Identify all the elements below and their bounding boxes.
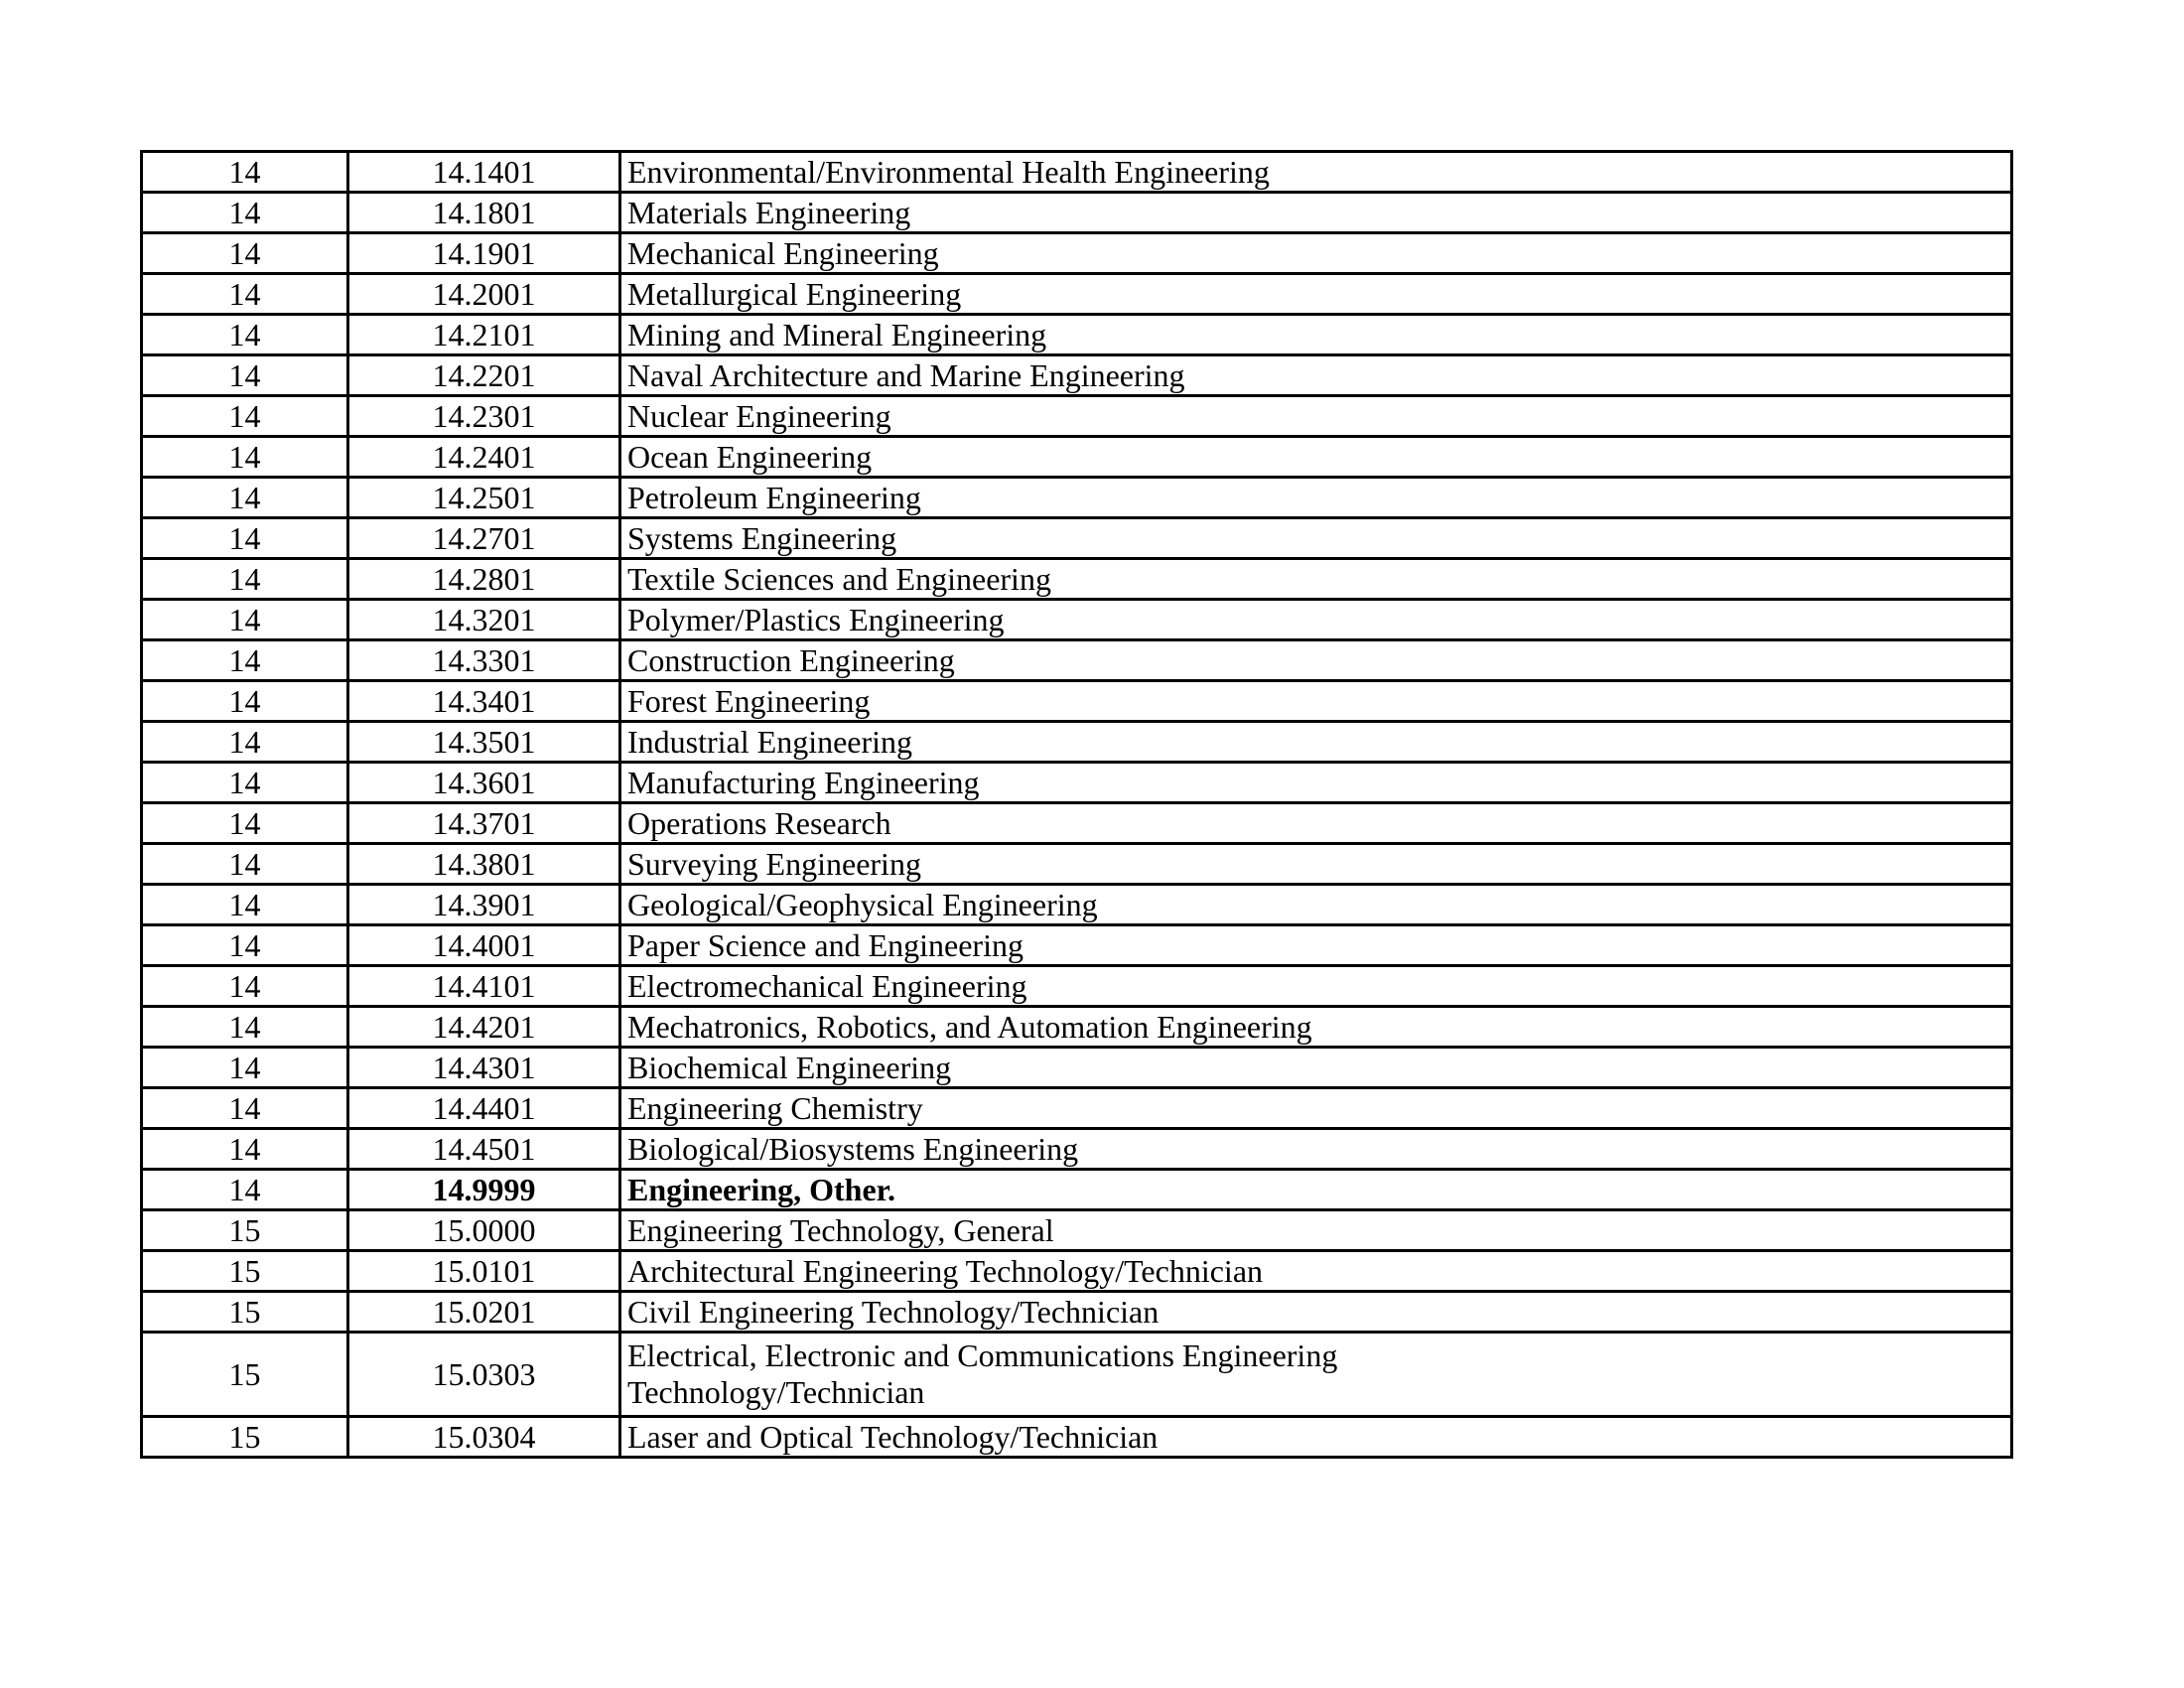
cip-code-cell: 14.4501	[348, 1129, 620, 1170]
table-row	[142, 763, 2012, 803]
cip-code-cell: 14.2201	[348, 355, 620, 396]
table-row	[142, 885, 2012, 925]
cip-family-cell: 14	[142, 396, 348, 437]
program-title-cell: Petroleum Engineering	[620, 478, 2012, 518]
table-row	[142, 966, 2012, 1007]
cip-code-cell: 15.0201	[348, 1292, 620, 1333]
table-row	[142, 1210, 2012, 1251]
table-row	[142, 274, 2012, 315]
table-row	[142, 1417, 2012, 1458]
program-title-cell: Biological/Biosystems Engineering	[620, 1129, 2012, 1170]
program-title-cell: Ocean Engineering	[620, 437, 2012, 478]
cip-family-cell: 14	[142, 803, 348, 844]
program-title-cell: Mechatronics, Robotics, and Automation Engineering	[620, 1007, 2012, 1048]
cip-code-cell: 14.3901	[348, 885, 620, 925]
program-title-cell: Textile Sciences and Engineering	[620, 559, 2012, 600]
cip-code-cell: 14.4201	[348, 1007, 620, 1048]
cip-code-cell: 14.3801	[348, 844, 620, 885]
program-title-cell: Environmental/Environmental Health Engineering	[620, 152, 2012, 193]
program-title-cell: Mining and Mineral Engineering	[620, 315, 2012, 355]
program-title-cell: Surveying Engineering	[620, 844, 2012, 885]
cip-family-cell: 14	[142, 559, 348, 600]
cip-code-cell: 14.4301	[348, 1048, 620, 1088]
program-title-cell	[620, 1333, 2012, 1417]
cip-code-cell: 14.3301	[348, 640, 620, 681]
program-title-cell: Electromechanical Engineering	[620, 966, 2012, 1007]
table-row	[142, 478, 2012, 518]
program-title-cell: Mechanical Engineering	[620, 233, 2012, 274]
cip-code-cell: 14.2301	[348, 396, 620, 437]
cip-code-cell: 14.4001	[348, 925, 620, 966]
cip-code-cell: 14.9999	[348, 1170, 620, 1210]
cip-code-cell: 14.1901	[348, 233, 620, 274]
cip-family-cell: 15	[142, 1292, 348, 1333]
cip-code-cell: 14.2801	[348, 559, 620, 600]
program-title-cell: Geological/Geophysical Engineering	[620, 885, 2012, 925]
cip-family-cell: 14	[142, 885, 348, 925]
table-row	[142, 844, 2012, 885]
table-row	[142, 681, 2012, 722]
cip-family-cell: 14	[142, 233, 348, 274]
cip-family-cell: 14	[142, 1088, 348, 1129]
cip-code-cell: 14.3701	[348, 803, 620, 844]
table-row	[142, 396, 2012, 437]
cip-family-cell: 14	[142, 925, 348, 966]
cip-family-cell: 15	[142, 1210, 348, 1251]
program-title-cell: Laser and Optical Technology/Technician	[620, 1417, 2012, 1458]
table-row	[142, 1333, 2012, 1417]
cip-code-cell: 15.0303	[348, 1333, 620, 1417]
program-title-cell: Civil Engineering Technology/Technician	[620, 1292, 2012, 1333]
table-body	[142, 152, 2012, 1458]
table-row	[142, 233, 2012, 274]
cip-code-cell: 14.1801	[348, 193, 620, 233]
cip-family-cell: 15	[142, 1333, 348, 1417]
cip-family-cell: 14	[142, 478, 348, 518]
cip-family-cell: 14	[142, 274, 348, 315]
program-title-cell: Metallurgical Engineering	[620, 274, 2012, 315]
table-row	[142, 1170, 2012, 1210]
table-row	[142, 315, 2012, 355]
cip-family-cell: 14	[142, 966, 348, 1007]
program-title-cell: Materials Engineering	[620, 193, 2012, 233]
table-row	[142, 1251, 2012, 1292]
cip-family-cell: 14	[142, 1048, 348, 1088]
table-row	[142, 518, 2012, 559]
table-row	[142, 1048, 2012, 1088]
cip-family-cell: 14	[142, 1129, 348, 1170]
cip-family-cell: 14	[142, 844, 348, 885]
cip-code-cell: 15.0304	[348, 1417, 620, 1458]
cip-family-cell: 14	[142, 355, 348, 396]
cip-family-cell: 14	[142, 1170, 348, 1210]
cip-family-cell: 14	[142, 518, 348, 559]
cip-family-cell: 14	[142, 600, 348, 640]
program-title-cell: Architectural Engineering Technology/Technician	[620, 1251, 2012, 1292]
cip-family-cell: 14	[142, 763, 348, 803]
program-title-cell: Systems Engineering	[620, 518, 2012, 559]
cip-code-cell: 14.2001	[348, 274, 620, 315]
cip-code-cell: 14.4401	[348, 1088, 620, 1129]
cip-code-cell: 14.4101	[348, 966, 620, 1007]
table-row	[142, 803, 2012, 844]
program-title-text: Electrical, Electronic and Communications Engineering Technology/Technician	[627, 1337, 1338, 1410]
table-row	[142, 640, 2012, 681]
cip-code-cell: 15.0101	[348, 1251, 620, 1292]
program-title-cell: Forest Engineering	[620, 681, 2012, 722]
cip-code-cell: 14.3601	[348, 763, 620, 803]
table-row	[142, 925, 2012, 966]
cip-code-cell: 14.2401	[348, 437, 620, 478]
table-row	[142, 1007, 2012, 1048]
program-title-cell: Manufacturing Engineering	[620, 763, 2012, 803]
cip-code-cell: 14.2501	[348, 478, 620, 518]
table-row	[142, 437, 2012, 478]
cip-family-cell: 14	[142, 1007, 348, 1048]
cip-code-cell: 14.3401	[348, 681, 620, 722]
cip-family-cell: 14	[142, 193, 348, 233]
cip-family-cell: 14	[142, 315, 348, 355]
program-title-cell: Polymer/Plastics Engineering	[620, 600, 2012, 640]
program-title-cell: Nuclear Engineering	[620, 396, 2012, 437]
table-row	[142, 152, 2012, 193]
cip-family-cell: 14	[142, 722, 348, 763]
program-title-cell: Operations Research	[620, 803, 2012, 844]
cip-code-cell: 14.2701	[348, 518, 620, 559]
table-row	[142, 193, 2012, 233]
cip-family-cell: 15	[142, 1251, 348, 1292]
cip-family-cell: 14	[142, 152, 348, 193]
cip-code-cell: 14.1401	[348, 152, 620, 193]
cip-code-cell: 14.3501	[348, 722, 620, 763]
cip-code-cell: 14.3201	[348, 600, 620, 640]
table-row	[142, 1088, 2012, 1129]
cip-code-cell: 14.2101	[348, 315, 620, 355]
cip-family-cell: 14	[142, 681, 348, 722]
table-row	[142, 1292, 2012, 1333]
program-title-cell: Engineering Technology, General	[620, 1210, 2012, 1251]
program-title-cell: Engineering, Other.	[620, 1170, 2012, 1210]
program-title-cell: Engineering Chemistry	[620, 1088, 2012, 1129]
cip-code-table	[140, 150, 2013, 1459]
program-title-cell: Naval Architecture and Marine Engineering	[620, 355, 2012, 396]
program-title-cell: Biochemical Engineering	[620, 1048, 2012, 1088]
cip-family-cell: 14	[142, 437, 348, 478]
cip-code-cell: 15.0000	[348, 1210, 620, 1251]
program-title-cell: Construction Engineering	[620, 640, 2012, 681]
program-title-cell: Industrial Engineering	[620, 722, 2012, 763]
table-row	[142, 1129, 2012, 1170]
table-row	[142, 355, 2012, 396]
cip-family-cell: 15	[142, 1417, 348, 1458]
table-row	[142, 600, 2012, 640]
cip-family-cell: 14	[142, 640, 348, 681]
program-title-cell: Paper Science and Engineering	[620, 925, 2012, 966]
table-row	[142, 722, 2012, 763]
table-row	[142, 559, 2012, 600]
